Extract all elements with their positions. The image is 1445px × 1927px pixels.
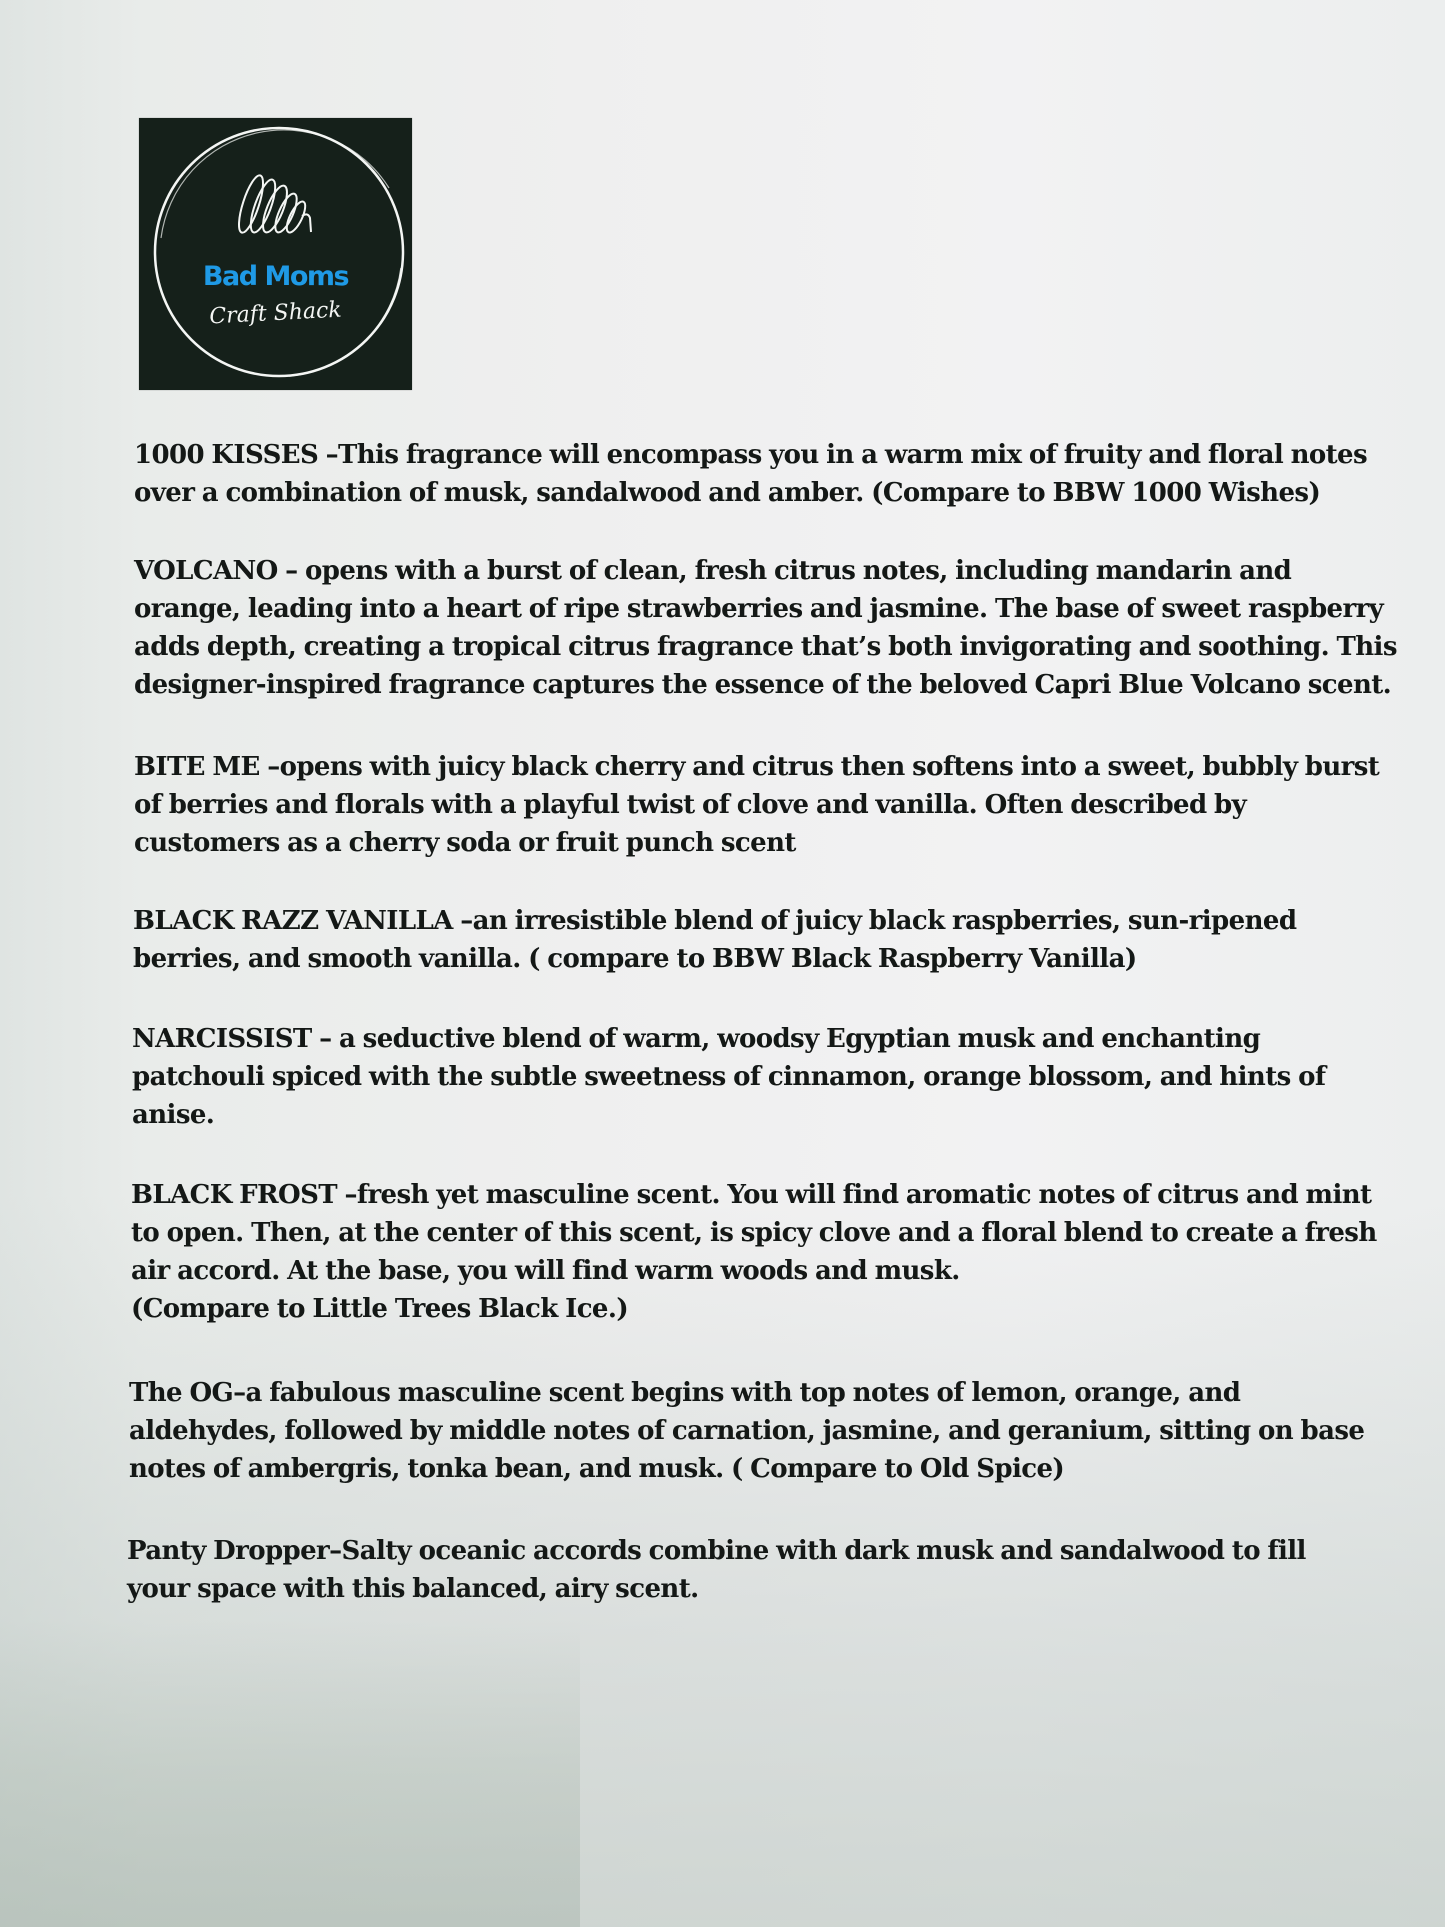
entry-line: Panty Dropper–Salty oceanic accords combine with dark musk and sandalwood to fill [127,1536,1306,1566]
entry-line: patchouli spiced with the subtle sweetness of cinnamon, orange blossom, and hints of [132,1062,1326,1092]
brand-logo [139,118,412,390]
entry-line: NARCISSIST – a seductive blend of warm, woodsy Egyptian musk and enchanting [132,1024,1261,1054]
entry-line: notes of ambergris, tonka bean, and musk. ( Compare to Old Spice) [129,1454,1065,1484]
brand-tagline: Craft Shack [208,297,343,330]
fragrance-entry-1000-kisses [134,436,1367,512]
fragrance-entry-bite-me [134,748,1379,862]
entry-line: berries, and smooth vanilla. ( compare to BBW Black Raspberry Vanilla) [133,944,1137,974]
fragrance-entry-the-og [129,1374,1364,1488]
fragrance-entry-narcissist [132,1020,1325,1134]
entry-line: aldehydes, followed by middle notes of carnation, jasmine, and geranium, sitting on base [129,1416,1365,1446]
entry-line: adds depth, creating a tropical citrus fragrance that’s both invigorating and soothing. This [134,632,1397,662]
entry-line: BITE ME –opens with juicy black cherry and citrus then softens into a sweet, bubbly burst [134,752,1380,782]
entry-line: your space with this balanced, airy scent. [127,1574,699,1604]
fragrance-entry-black-frost [131,1176,1377,1328]
entry-line: BLACK FROST –fresh yet masculine scent. You will find aromatic notes of citrus and mint [131,1180,1372,1210]
entry-line: to open. Then, at the center of this scent, is spicy clove and a floral blend to create a fresh [131,1218,1377,1248]
fragrance-entry-volcano [134,552,1397,704]
brand-name: Bad Moms [202,261,349,292]
entry-line: over a combination of musk, sandalwood and amber. (Compare to BBW 1000 Wishes) [134,478,1321,508]
entry-line: anise. [132,1100,215,1130]
scribble-swirl-icon [234,173,311,235]
fragrance-entry-panty-dropper [127,1532,1306,1608]
logo-ring-and-scribble-icon [139,118,412,390]
fragrance-entry-black-razz-vanilla [133,902,1296,978]
entry-line: 1000 KISSES –This fragrance will encompass you in a warm mix of fruity and floral notes [134,440,1368,470]
entry-line: VOLCANO – opens with a burst of clean, fresh citrus notes, including mandarin and [134,556,1292,586]
entry-line: air accord. At the base, you will find warm woods and musk. [131,1256,960,1286]
entry-line: customers as a cherry soda or fruit punch scent [134,828,796,858]
entry-line: The OG–a fabulous masculine scent begins with top notes of lemon, orange, and [129,1378,1241,1408]
entry-line: (Compare to Little Trees Black Ice.) [131,1294,629,1324]
entry-line: orange, leading into a heart of ripe strawberries and jasmine. The base of sweet raspberry [134,594,1384,624]
entry-line: BLACK RAZZ VANILLA –an irresistible blend of juicy black raspberries, sun-ripened [133,906,1297,936]
entry-line: designer-inspired fragrance captures the essence of the beloved Capri Blue Volcano scent. [134,670,1392,700]
entry-line: of berries and florals with a playful twist of clove and vanilla. Often described by [134,790,1247,820]
paper-shadow [0,1620,580,1927]
